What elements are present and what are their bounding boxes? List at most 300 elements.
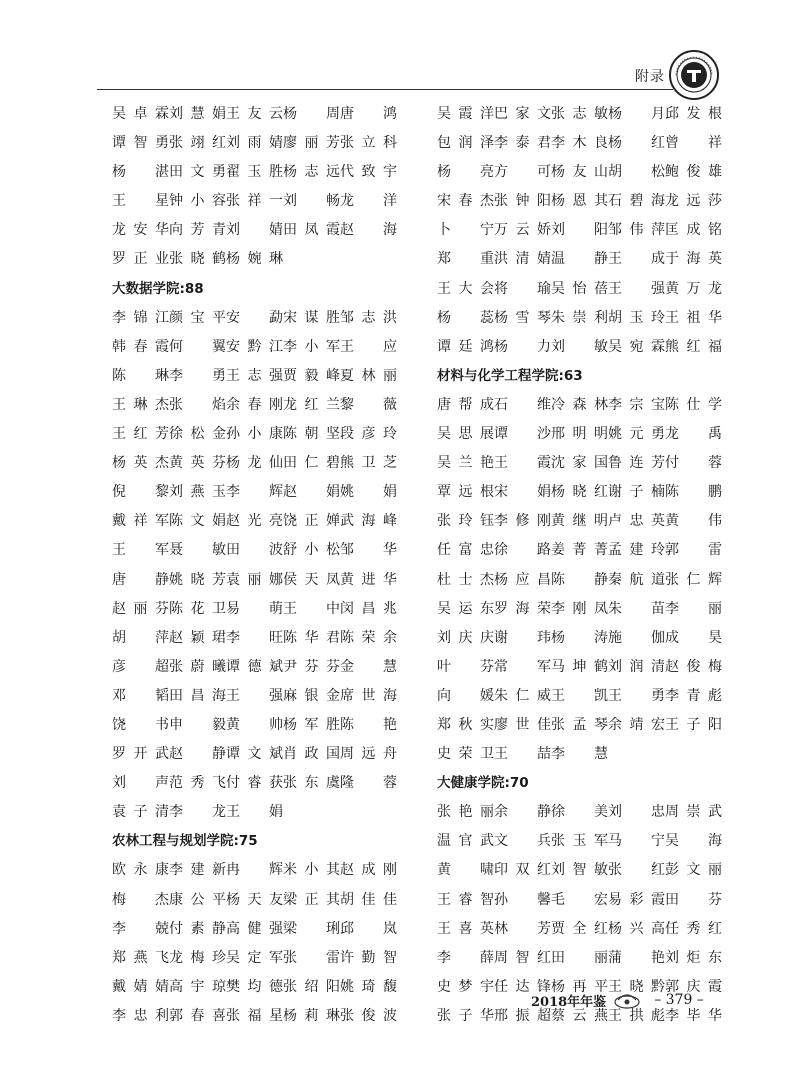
person-name: 刘雨婧 [226, 135, 283, 152]
person-name: 刘润清 [608, 658, 665, 675]
person-name: 罗海荣 [494, 600, 551, 617]
person-name: 杨 力 [494, 338, 551, 355]
person-name: 郭庆霞 [665, 978, 722, 995]
person-name: 罗正业 [112, 251, 169, 268]
person-name: 付睿获 [226, 775, 283, 792]
page-number: – 379 – [654, 992, 704, 1008]
person-name: 朱崇利 [551, 309, 608, 326]
person-name: 鲍俊雄 [665, 164, 722, 181]
name-row [112, 449, 412, 478]
person-name: 卢忠英 [608, 513, 665, 530]
person-name: 周崇武 [665, 804, 722, 821]
name-row [112, 595, 412, 624]
person-name: 杨友山 [551, 164, 608, 181]
person-name: 王 凯 [551, 687, 608, 704]
person-name: 王红芳 [112, 426, 169, 443]
person-name: 宋春杰 [437, 193, 494, 210]
person-name: 姚琦馥 [340, 978, 397, 995]
name-row [112, 973, 412, 1002]
person-name: 胡 松 [608, 164, 665, 181]
name-row [437, 624, 737, 653]
person-name: 施 伽 [608, 629, 665, 646]
person-name: 王 成 [608, 251, 665, 268]
person-name: 付素静 [169, 920, 226, 937]
person-name: 武海峰 [340, 513, 397, 530]
name-row [437, 536, 737, 565]
college-heading: 材料与化学工程学院:63 [437, 367, 583, 384]
person-name: 余 静 [494, 804, 551, 821]
person-name: 袁丽娜 [226, 571, 283, 588]
person-name: 张玉军 [551, 833, 608, 850]
person-name: 陈朝坚 [283, 426, 340, 443]
person-name: 李 丽 [665, 600, 722, 617]
person-name: 安 勐 [226, 309, 283, 326]
person-name: 彭文丽 [665, 862, 722, 879]
person-name: 张玲钰 [437, 513, 494, 530]
person-name: 梅 杰 [112, 891, 169, 908]
person-name: 黄 伟 [665, 513, 722, 530]
name-row [437, 391, 737, 420]
person-name: 高健强 [226, 920, 283, 937]
person-name: 聂 敏 [169, 542, 226, 559]
person-name: 龙 禹 [665, 426, 722, 443]
person-name: 易彩霞 [608, 891, 665, 908]
person-name: 陈荣余 [340, 629, 397, 646]
person-name: 吴思展 [437, 426, 494, 443]
person-name: 杨军胜 [283, 716, 340, 733]
name-row [437, 595, 737, 624]
person-name: 许勤智 [340, 949, 397, 966]
person-name: 赵 静 [169, 746, 226, 763]
name-row [112, 944, 412, 973]
person-name: 陈 琳 [112, 367, 169, 384]
person-name: 杨 湛 [112, 164, 169, 181]
person-name: 姚 娟 [340, 484, 397, 501]
person-name: 廖丽芳 [283, 135, 340, 152]
name-row [112, 915, 412, 944]
person-name: 余春刚 [226, 396, 283, 413]
person-name: 黄继明 [551, 513, 608, 530]
name-row [112, 187, 412, 216]
person-name: 安黔江 [226, 338, 283, 355]
person-name: 王子阳 [665, 716, 722, 733]
person-name: 余靖宏 [608, 716, 665, 733]
person-name: 姚元勇 [608, 426, 665, 443]
person-name: 沈家国 [551, 455, 608, 472]
person-name: 巴家文 [494, 106, 551, 122]
person-name: 洪清婧 [494, 251, 551, 268]
person-name: 杨志远 [283, 164, 340, 181]
name-row [112, 478, 412, 507]
person-name: 夏林丽 [340, 367, 397, 384]
person-name: 吴运东 [437, 600, 494, 617]
person-name: 杨 涛 [551, 629, 608, 646]
person-name: 赵丽芬 [112, 600, 169, 617]
person-name: 包润泽 [437, 135, 494, 152]
person-name: 杨 周 [283, 106, 340, 122]
person-name: 匡成铭 [665, 222, 722, 239]
person-name: 刘 声 [112, 775, 169, 792]
person-name: 任富忠 [437, 542, 494, 559]
person-name: 于海英 [665, 251, 722, 268]
name-row [437, 740, 737, 769]
person-name: 卜 宁 [437, 222, 494, 239]
person-name: 石碧海 [608, 193, 665, 210]
person-name: 秦航道 [608, 571, 665, 588]
person-name: 王睿智 [437, 891, 494, 908]
name-row [437, 216, 737, 245]
person-name: 方 可 [494, 164, 551, 181]
page-footer [531, 988, 704, 1012]
name-row [112, 682, 412, 711]
person-name: 蒲 艳 [608, 949, 665, 966]
person-name: 李宗宝 [608, 396, 665, 413]
name-row [112, 333, 412, 362]
person-name: 邹志洪 [340, 309, 397, 326]
person-name: 田 丽 [551, 949, 608, 966]
name-row [437, 798, 737, 827]
person-name: 邹 华 [340, 542, 397, 559]
person-name: 蔡云燕 [551, 1007, 608, 1024]
person-name: 杨龙仙 [226, 455, 283, 472]
person-name: 宋 娟 [494, 484, 551, 501]
person-name: 侯天凤 [283, 571, 340, 588]
name-row [112, 507, 412, 536]
person-name: 王 喆 [494, 746, 551, 763]
person-name: 熊卫芝 [340, 455, 397, 472]
name-row [112, 158, 412, 187]
right-column [437, 100, 737, 1031]
person-name: 黄英芬 [169, 455, 226, 472]
person-name: 周智红 [494, 949, 551, 966]
person-name: 张晓鹤 [169, 251, 226, 268]
person-name: 刘燕玉 [169, 484, 226, 501]
person-name: 常 军 [494, 658, 551, 675]
person-name: 杨英杰 [112, 455, 169, 472]
person-name: 田昌海 [169, 687, 226, 704]
name-row [437, 187, 737, 216]
person-name: 肖政国 [283, 746, 340, 763]
name-row [437, 944, 737, 973]
name-row [112, 740, 412, 769]
person-name: 唐 静 [112, 571, 169, 588]
person-name: 李 兢 [112, 920, 169, 937]
person-name: 史梦宇 [437, 978, 494, 995]
name-row [437, 507, 737, 536]
person-name: 黄 帅 [226, 716, 283, 733]
name-row [437, 449, 737, 478]
name-row [112, 391, 412, 420]
person-name: 赵颖珺 [169, 629, 226, 646]
person-name: 李毕华 [665, 1007, 722, 1024]
person-name: 谢子楠 [608, 484, 665, 501]
person-name: 吴兰艳 [437, 455, 494, 472]
person-name: 温 静 [551, 251, 608, 268]
person-name: 麻银金 [283, 687, 340, 704]
person-name: 谭廷鸿 [437, 338, 494, 355]
name-row [437, 275, 737, 304]
person-name: 马坤鹤 [551, 658, 608, 675]
person-name: 张绍阳 [283, 978, 340, 995]
person-name: 王志强 [226, 367, 283, 384]
person-name: 任秀红 [665, 920, 722, 937]
person-name: 王 强 [608, 280, 665, 297]
name-row [437, 158, 737, 187]
person-name: 刘 婧 [226, 222, 283, 239]
person-name: 刘炬东 [665, 949, 722, 966]
person-name: 张蔚曦 [169, 658, 226, 675]
name-row [437, 915, 737, 944]
person-name: 杨 蕊 [437, 309, 494, 326]
person-name: 胡佳佳 [340, 891, 397, 908]
person-name: 吴宛霖 [608, 338, 665, 355]
person-name: 赵光亮 [226, 513, 283, 530]
person-name: 梁 琍 [283, 920, 340, 937]
person-name: 彦 超 [112, 658, 169, 675]
person-name: 饶 书 [112, 716, 169, 733]
person-name: 吴 海 [665, 833, 722, 850]
person-name: 杨雪琴 [494, 309, 551, 326]
person-name: 申 毅 [169, 716, 226, 733]
person-name: 梁正其 [283, 891, 340, 908]
person-name: 王 强 [226, 687, 283, 704]
person-name: 易 萌 [226, 600, 283, 617]
person-name: 杨晓红 [551, 484, 608, 501]
person-name: 宋谋胜 [283, 309, 340, 326]
name-row [437, 566, 737, 595]
person-name: 何 翼 [169, 338, 226, 355]
person-name: 闵昌兆 [340, 600, 397, 617]
person-name: 李小军 [283, 338, 340, 355]
person-name: 张志敏 [551, 106, 608, 122]
person-name: 胡玉玲 [608, 309, 665, 326]
person-name: 邢明明 [551, 426, 608, 443]
person-name: 王 娟 [226, 804, 283, 821]
person-name: 段彦玲 [340, 426, 397, 443]
left-column [112, 100, 412, 1031]
person-name: 金 慧 [340, 658, 397, 675]
person-name: 李泰君 [494, 135, 551, 152]
person-name: 龙远莎 [665, 193, 722, 210]
person-name: 王晓黔 [608, 978, 665, 995]
person-name: 席世海 [340, 687, 397, 704]
person-name: 印双红 [494, 862, 551, 879]
person-name: 杨 月 [608, 106, 665, 122]
person-name: 饶正婵 [283, 513, 340, 530]
person-name: 康公平 [169, 891, 226, 908]
name-row [112, 362, 412, 391]
person-name: 孟建玲 [608, 542, 665, 559]
person-name: 王 应 [340, 338, 397, 355]
person-name: 颜宝平 [169, 309, 226, 326]
person-name: 谭德斌 [226, 658, 283, 675]
person-name: 赵成刚 [340, 862, 397, 879]
person-name: 徐 美 [551, 804, 608, 821]
person-name: 杨莉琳 [283, 1007, 340, 1024]
person-name: 隆 蓉 [340, 775, 397, 792]
person-name: 欧永康 [112, 862, 169, 879]
person-name: 胡 萍 [112, 629, 169, 646]
person-name: 张祥一 [226, 193, 283, 210]
college-heading: 大健康学院:70 [437, 775, 529, 792]
person-name: 郭春喜 [169, 1007, 226, 1024]
person-name: 代致宇 [340, 164, 397, 181]
name-row [437, 333, 737, 362]
person-name: 黄万龙 [665, 280, 722, 297]
person-name: 杨 红 [608, 135, 665, 152]
person-name: 李青彪 [665, 687, 722, 704]
person-name: 陈 艳 [340, 716, 397, 733]
person-name: 王 勇 [608, 687, 665, 704]
person-name: 向 媛 [437, 687, 494, 704]
name-row [437, 245, 737, 274]
person-name: 王 中 [283, 600, 340, 617]
person-name: 杨婉琳 [226, 251, 283, 268]
person-name: 石 维 [494, 396, 551, 413]
person-name: 吴霞洋 [437, 106, 494, 122]
person-name: 李 龙 [169, 804, 226, 821]
name-row [112, 216, 412, 245]
person-name: 郭 雷 [665, 542, 722, 559]
person-name: 温官武 [437, 833, 494, 850]
person-name: 徐 路 [494, 542, 551, 559]
person-name: 毛 宏 [551, 891, 608, 908]
person-name: 李建新 [169, 862, 226, 879]
person-name: 李 旺 [226, 629, 283, 646]
name-row [437, 478, 737, 507]
person-name: 赵俊梅 [665, 658, 722, 675]
name-row [437, 711, 737, 740]
person-name: 任达锋 [494, 978, 551, 995]
person-name: 杨兴高 [608, 920, 665, 937]
person-name: 杨恩其 [551, 193, 608, 210]
college-heading: 大数据学院:88 [112, 280, 204, 297]
person-name: 杜士杰 [437, 571, 494, 588]
person-name: 刘智敏 [551, 862, 608, 879]
person-name: 陈 静 [551, 571, 608, 588]
person-name: 龙 洋 [340, 193, 397, 210]
person-name: 陈 鹏 [665, 484, 722, 501]
person-name: 陈文娟 [169, 513, 226, 530]
person-name: 熊红福 [665, 338, 722, 355]
name-row [437, 827, 737, 856]
person-name: 张 红 [608, 862, 665, 879]
name-row [112, 245, 412, 274]
person-name: 叶 芬 [437, 658, 494, 675]
person-name: 李 辉 [226, 484, 283, 501]
person-name: 邢振超 [494, 1007, 551, 1024]
person-name: 邱发根 [665, 106, 722, 122]
person-name: 张艳丽 [437, 804, 494, 821]
person-name: 田凤霞 [283, 222, 340, 239]
person-name: 张 雷 [283, 949, 340, 966]
person-name: 刘庆庆 [437, 629, 494, 646]
person-name: 唐帮成 [437, 396, 494, 413]
person-name: 黎 薇 [340, 396, 397, 413]
person-name: 王大会 [437, 280, 494, 297]
name-row [437, 856, 737, 885]
person-name: 文 兵 [494, 833, 551, 850]
person-name: 杨应昌 [494, 571, 551, 588]
person-name: 王喜英 [437, 920, 494, 937]
person-name: 李木良 [551, 135, 608, 152]
person-name: 谭智勇 [112, 135, 169, 152]
person-name: 戴婧婧 [112, 978, 169, 995]
person-name: 龙安华 [112, 222, 169, 239]
person-name: 田 芬 [665, 891, 722, 908]
person-name: 袁子清 [112, 804, 169, 821]
person-name: 刘慧娟 [169, 106, 226, 122]
person-name: 张子华 [437, 1007, 494, 1024]
name-row [112, 536, 412, 565]
person-name: 张 焰 [169, 396, 226, 413]
person-name: 舒小松 [283, 542, 340, 559]
person-name: 覃远根 [437, 484, 494, 501]
person-name: 王祖华 [665, 309, 722, 326]
person-name: 王 军 [112, 542, 169, 559]
person-name: 翟玉胜 [226, 164, 283, 181]
name-row [112, 798, 412, 827]
person-name: 田文勇 [169, 164, 226, 181]
person-name: 唐 鸿 [340, 106, 397, 122]
person-name: 冷森林 [551, 396, 608, 413]
person-name: 刘 敏 [551, 338, 608, 355]
person-name: 樊均德 [226, 978, 283, 995]
person-name: 将 瑜 [494, 280, 551, 297]
person-name: 朱 苗 [608, 600, 665, 617]
university-seal-icon [668, 49, 720, 101]
name-row [112, 129, 412, 158]
person-name: 李忠利 [112, 1007, 169, 1024]
person-name: 成 昊 [665, 629, 722, 646]
person-name: 倪 黎 [112, 484, 169, 501]
person-name: 谢 玮 [494, 629, 551, 646]
person-name: 郑燕飞 [112, 949, 169, 966]
person-name: 黄 啸 [437, 862, 494, 879]
person-name: 谭 沙 [494, 426, 551, 443]
person-name: 赵 娟 [283, 484, 340, 501]
person-name: 林 芳 [494, 920, 551, 937]
person-name: 吴定军 [226, 949, 283, 966]
person-name: 陈花卫 [169, 600, 226, 617]
person-name: 高宇琼 [169, 978, 226, 995]
person-name: 鲁连芳 [608, 455, 665, 472]
name-row [112, 711, 412, 740]
person-name: 张立科 [340, 135, 397, 152]
person-name: 张钟阳 [494, 193, 551, 210]
section-label: 附录 [635, 69, 665, 85]
person-name: 贾全红 [551, 920, 608, 937]
person-name: 郑 重 [437, 251, 494, 268]
person-name: 韩春霞 [112, 338, 169, 355]
person-name: 杨再平 [551, 978, 608, 995]
person-name: 王友云 [226, 106, 283, 122]
person-name: 吴卓霖 [112, 106, 169, 122]
person-name: 张福星 [226, 1007, 283, 1024]
person-name: 冉 辉 [226, 862, 283, 879]
name-row [112, 624, 412, 653]
name-row [437, 886, 737, 915]
person-name: 尹芬芬 [283, 658, 340, 675]
person-name: 邓 韬 [112, 687, 169, 704]
name-row [112, 1002, 412, 1031]
person-name: 赵 海 [340, 222, 397, 239]
yearbook-emblem-icon [612, 990, 642, 1010]
person-name: 刘 畅 [283, 193, 340, 210]
person-name: 张翊红 [169, 135, 226, 152]
person-name: 马 宁 [608, 833, 665, 850]
person-name: 李 勇 [169, 367, 226, 384]
